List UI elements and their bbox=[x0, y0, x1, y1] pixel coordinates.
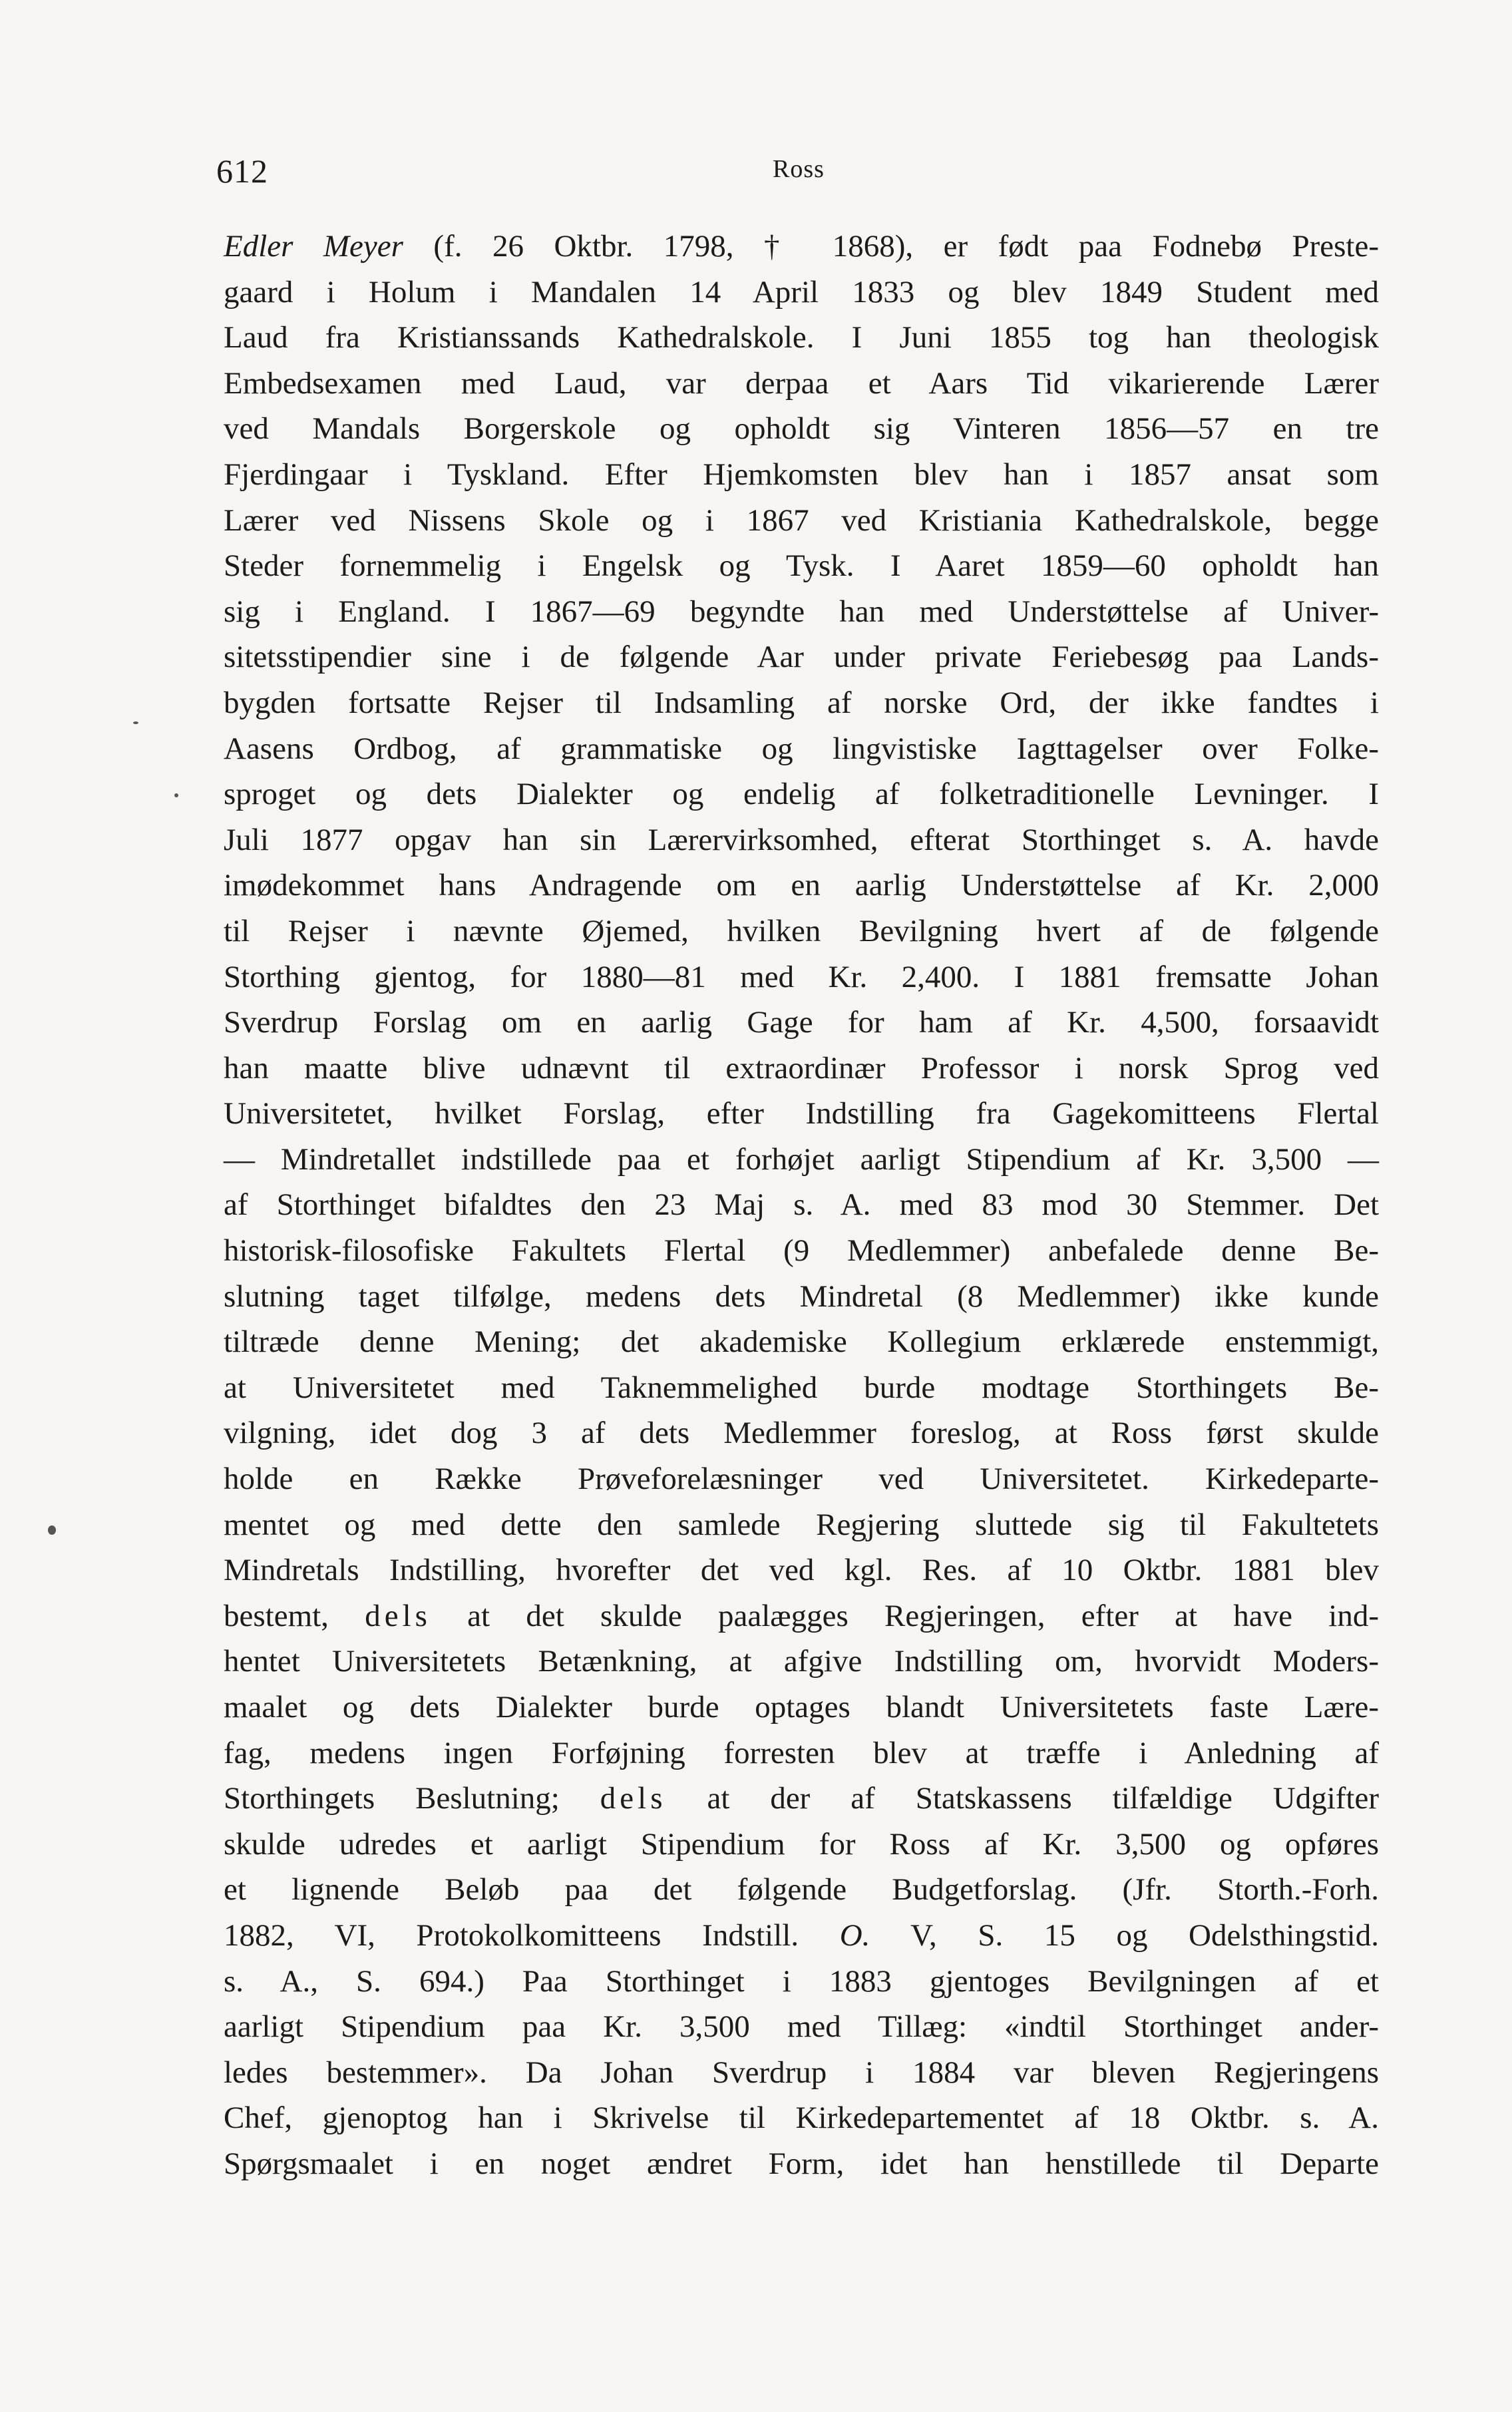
text-line: Juli 1877 opgav han sin Lærervirksomhed, efterat Storthinget s. A. havde bbox=[224, 822, 1379, 857]
text-span: (f. 26 Oktbr. 1798, † 1868), er født paa Fodnebø Preste- bbox=[403, 229, 1379, 264]
scan-speck bbox=[48, 1525, 56, 1535]
text-line: fag, medens ingen Forføjning forresten blev at træffe i Anledning af bbox=[224, 1735, 1379, 1770]
text-line: s. A., S. 694.) Paa Storthinget i 1883 gjentoges Bevilgningen af et bbox=[224, 1963, 1379, 1999]
text-line: han maatte blive udnævnt til extraordinær Professor i norsk Sprog ved bbox=[224, 1050, 1379, 1086]
text-span: bestemt, bbox=[224, 1598, 365, 1633]
text-line: holde en Række Prøveforelæsninger ved Universitetet. Kirkedeparte- bbox=[224, 1462, 1379, 1497]
italic-abbrev: O. bbox=[839, 1917, 870, 1953]
text-line: Steder fornemmelig i Engelsk og Tysk. I Aaret 1859—60 opholdt han bbox=[224, 548, 1379, 584]
text-line: et lignende Beløb paa det følgende Budgetforslag. (Jfr. Storth.-Forh. bbox=[224, 1872, 1379, 1908]
text-line: Lærer ved Nissens Skole og i 1867 ved Kristiania Kathedralskole, begge bbox=[224, 502, 1379, 538]
text-span: Storthingets Beslutning; bbox=[224, 1781, 600, 1816]
text-line: hentet Universitetets Betænkning, at afgive Indstilling om, hvorvidt Moders- bbox=[224, 1644, 1379, 1679]
text-span: at det skulde paalægges Regjeringen, efter at have ind- bbox=[431, 1598, 1379, 1633]
scan-speck bbox=[174, 793, 178, 797]
page-number: 612 bbox=[216, 152, 268, 190]
text-line: aarligt Stipendium paa Kr. 3,500 med Tillæg: «indtil Storthinget ander- bbox=[224, 2009, 1379, 2045]
text-line: imødekommet hans Andragende om en aarlig Understøttelse af Kr. 2,000 bbox=[224, 868, 1379, 903]
text-line: slutning taget tilfølge, medens dets Mindretal (8 Medlemmer) ikke kunde bbox=[224, 1279, 1379, 1314]
text-line bbox=[224, 1913, 1379, 1959]
text-line: sitetsstipendier sine i de følgende Aar under private Feriebesøg paa Lands- bbox=[224, 640, 1379, 675]
text-line: — Mindretallet indstillede paa et forhøjet aarligt Stipendium af Kr. 3,500 — bbox=[224, 1141, 1379, 1177]
text-line: sig i England. I 1867—69 begyndte han med Understøttelse af Univer- bbox=[224, 594, 1379, 629]
text-line bbox=[224, 224, 1379, 270]
scan-speck bbox=[133, 721, 138, 724]
text-line: historisk-filosofiske Fakultets Flertal (9 Medlemmer) anbefalede denne Be- bbox=[224, 1233, 1379, 1269]
text-line: Aasens Ordbog, af grammatiske og lingvistiske Iagttagelser over Folke- bbox=[224, 731, 1379, 766]
italic-name: Edler Meyer bbox=[224, 229, 403, 264]
text-line: skulde udredes et aarligt Stipendium for Ross af Kr. 3,500 og opføres bbox=[224, 1826, 1379, 1862]
text-line: mentet og med dette den samlede Regjering sluttede sig til Fakultetets bbox=[224, 1507, 1379, 1542]
text-line: Storthing gjentog, for 1880—81 med Kr. 2,400. I 1881 fremsatte Johan bbox=[224, 959, 1379, 994]
text-line bbox=[224, 1593, 1379, 1639]
text-line: Spørgsmaalet i en noget ændret Form, idet han henstillede til Departe bbox=[224, 2146, 1379, 2181]
text-line: bygden fortsatte Rejser til Indsamling af norske Ord, der ikke fandtes i bbox=[224, 685, 1379, 720]
text-span: 1882, VI, Protokolkomitteens Indstill. bbox=[224, 1917, 840, 1953]
text-line: tiltræde denne Mening; det akademiske Kollegium erklærede enstemmigt, bbox=[224, 1324, 1379, 1360]
text-line: ved Mandals Borgerskole og opholdt sig Vinteren 1856—57 en tre bbox=[224, 411, 1379, 447]
body-text bbox=[224, 224, 1379, 2187]
text-line: gaard i Holum i Mandalen 14 April 1833 og blev 1849 Student med bbox=[224, 274, 1379, 309]
text-line: Chef, gjenoptog han i Skrivelse til Kirkedepartementet af 18 Oktbr. s. A. bbox=[224, 2101, 1379, 2136]
text-line: maalet og dets Dialekter burde optages blandt Universitetets faste Lære- bbox=[224, 1690, 1379, 1724]
text-span: at der af Statskassens tilfældige Udgifter bbox=[666, 1781, 1379, 1816]
text-line: til Rejser i nævnte Øjemed, hvilken Bevilgning hvert af de følgende bbox=[224, 913, 1379, 948]
text-line: Universitetet, hvilket Forslag, efter Indstilling fra Gagekomitteens Flertal bbox=[224, 1096, 1379, 1131]
text-line bbox=[224, 1776, 1379, 1822]
text-line: Sverdrup Forslag om en aarlig Gage for ham af Kr. 4,500, forsaavidt bbox=[224, 1005, 1379, 1040]
text-line: vilgning, idet dog 3 af dets Medlemmer foreslog, at Ross først skulde bbox=[224, 1416, 1379, 1451]
text-span: V, S. 15 og Odelsthingstid. bbox=[870, 1917, 1379, 1953]
text-line: Mindretals Indstilling, hvorefter det ved kgl. Res. af 10 Oktbr. 1881 blev bbox=[224, 1553, 1379, 1588]
text-line: Laud fra Kristianssands Kathedralskole. I Juni 1855 tog han theologisk bbox=[224, 320, 1379, 355]
text-line: Embedsexamen med Laud, var derpaa et Aars Tid vikarierende Lærer bbox=[224, 365, 1379, 401]
spaced-emphasis: dels bbox=[365, 1598, 431, 1633]
text-line: ledes bestemmer». Da Johan Sverdrup i 1884 var bleven Regjeringens bbox=[224, 2055, 1379, 2090]
text-line: at Universitetet med Taknemmelighed burde modtage Storthingets Be- bbox=[224, 1370, 1379, 1405]
spaced-emphasis: dels bbox=[600, 1781, 667, 1816]
text-line: af Storthinget bifaldtes den 23 Maj s. A. med 83 mod 30 Stemmer. Det bbox=[224, 1187, 1379, 1223]
text-line: sproget og dets Dialekter og endelig af folketraditionelle Levninger. I bbox=[224, 777, 1379, 812]
text-line: Fjerdingaar i Tyskland. Efter Hjemkomsten blev han i 1857 ansat som bbox=[224, 457, 1379, 492]
running-head: Ross bbox=[773, 155, 825, 183]
